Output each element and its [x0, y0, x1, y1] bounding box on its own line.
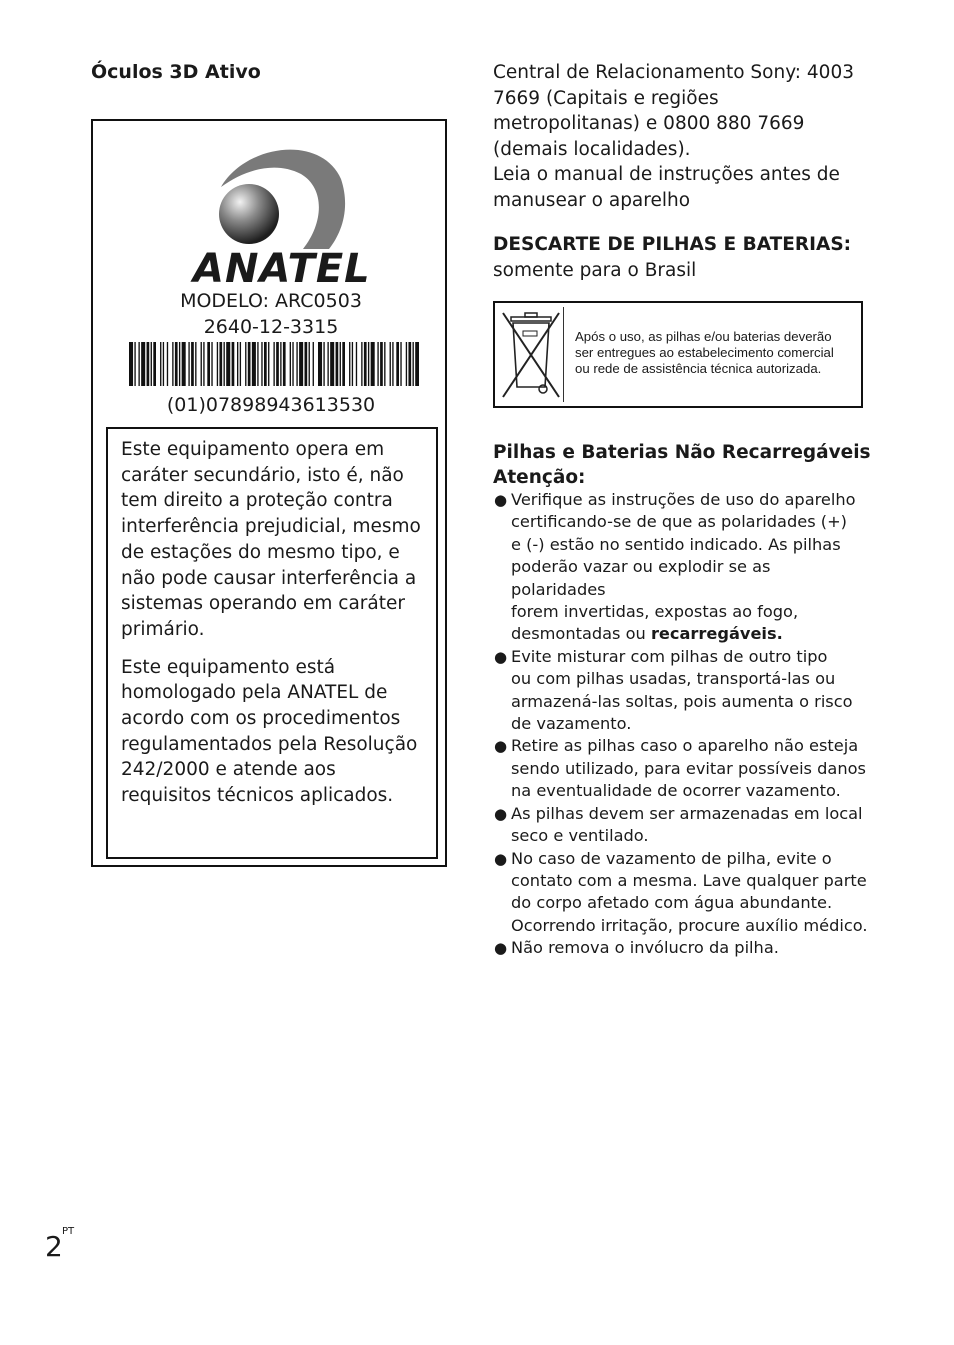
- list-item-line: No caso de vazamento de pilha, evite o: [511, 848, 832, 868]
- section-title: Óculos 3D Ativo: [91, 61, 261, 83]
- bullet-icon: ●: [494, 804, 508, 823]
- barcode-bar: [147, 342, 150, 386]
- list-item-line: Não remova o invólucro da pilha.: [511, 938, 779, 958]
- barcode-bar: [232, 342, 235, 386]
- disposal-notice-text: [575, 329, 859, 377]
- barcode-bar: [163, 342, 164, 386]
- barcode-bar: [290, 342, 291, 386]
- list-item-line: Evite misturar com pilhas de outro tipo: [511, 646, 828, 666]
- disposal-heading: DESCARTE DE PILHAS E BATERIAS:: [493, 234, 852, 255]
- barcode-bar: [153, 342, 156, 386]
- language-code: PT: [62, 1226, 75, 1237]
- disposal-notice-line: ou rede de assistência técnica autorizada.: [575, 361, 822, 376]
- notice-box: [106, 427, 438, 859]
- barcode-bar: [318, 342, 322, 386]
- anatel-wordmark: ANATEL: [193, 246, 371, 292]
- barcode-bar: [305, 342, 308, 386]
- barcode-bar: [368, 342, 369, 386]
- list-item-line: seco e ventilado.: [511, 826, 649, 846]
- list-item-line: certificando-se de que as polaridades (+): [511, 512, 847, 532]
- list-item-line: armazená-las soltas, pois aumenta o risco: [511, 691, 853, 711]
- list-item-line: e (-) estão no sentido indicado. As pilhas: [511, 534, 841, 554]
- contact-line: (demais localidades).: [493, 138, 691, 160]
- anatel-label: [91, 119, 447, 867]
- attention-heading: Atenção:: [493, 467, 586, 488]
- barcode-bar: [138, 342, 139, 386]
- barcode-bar: [340, 342, 341, 386]
- barcode-bar: [237, 342, 238, 386]
- bullet-icon: ●: [494, 939, 508, 958]
- barcode-bar: [211, 342, 212, 386]
- barcode-bar: [217, 342, 218, 386]
- barcode-bar: [327, 342, 328, 386]
- list-item-line: do corpo afetado com água abundante.: [511, 893, 833, 913]
- list-item-line: [511, 623, 868, 645]
- bullet-icon: ●: [494, 647, 508, 666]
- contact-line: metropolitanas) e 0800 880 7669: [493, 113, 805, 134]
- barcode-bar: [400, 342, 401, 386]
- barcode-bar: [257, 342, 258, 386]
- barcode-bar: [283, 342, 286, 386]
- barcode-bar: [413, 342, 414, 386]
- barcode-bar: [182, 342, 186, 386]
- contact-line: 7669 (Capitais e regiões: [493, 87, 719, 109]
- list-item-text: desmontadas ou: [511, 624, 651, 644]
- barcode-bar: [390, 342, 391, 386]
- barcode-bar: [134, 342, 135, 386]
- barcode-bar: [160, 342, 161, 386]
- barcode-bar: [352, 342, 353, 386]
- disposal-notice-line: ser entregues ao estabelecimento comercial: [575, 345, 834, 360]
- barcode-bar: [280, 342, 281, 386]
- list-item-line: Verifique as instruções de uso do aparelho: [511, 490, 856, 509]
- anatel-logo-icon: [191, 139, 351, 251]
- list-item-line: ou com pilhas usadas, transportá-las ou: [511, 669, 836, 689]
- list-item-line: As pilhas devem ser armazenadas em local: [511, 803, 863, 823]
- certification-number: 2640-12-3315: [203, 316, 339, 338]
- contact-line: Leia o manual de instruções antes de: [493, 164, 840, 185]
- model-number: MODELO: ARC0503: [180, 290, 362, 312]
- barcode-bar: [342, 342, 345, 386]
- barcode-bar: [141, 342, 145, 386]
- barcode-bar: [273, 342, 274, 386]
- barcode-bar: [151, 342, 152, 386]
- list-item-line: Retire as pilhas caso o aparelho não esteja: [511, 736, 859, 756]
- list-item: [493, 803, 868, 848]
- barcode-bar: [226, 342, 230, 386]
- barcode-bar: [364, 342, 367, 386]
- barcode-bar: [356, 342, 357, 386]
- barcode-bar: [195, 342, 196, 386]
- barcode-bar: [268, 342, 269, 386]
- barcode-bar: [264, 342, 267, 386]
- barcode-bar: [219, 342, 222, 386]
- barcode-bar: [129, 342, 133, 386]
- barcode-bar: [408, 342, 411, 386]
- list-item-line: Ocorrendo irritação, procure auxílio médico.: [511, 915, 868, 935]
- barcode-bar: [296, 342, 297, 386]
- bullet-icon: ●: [494, 737, 508, 756]
- list-item: [493, 937, 868, 959]
- bullet-icon: ●: [494, 849, 508, 868]
- barcode-bar: [309, 342, 310, 386]
- barcode-bar: [330, 342, 334, 386]
- barcode-icon: [129, 342, 419, 386]
- barcode-bar: [396, 342, 399, 386]
- barcode-bar: [384, 342, 385, 386]
- barcode-bar: [406, 342, 407, 386]
- crossed-bin-icon: [499, 307, 564, 402]
- barcode-bar: [323, 342, 324, 386]
- list-item-line: de vazamento.: [511, 714, 632, 734]
- barcode-bar: [380, 342, 383, 386]
- barcode-bar: [336, 342, 339, 386]
- batteries-heading: Pilhas e Baterias Não Recarregáveis: [493, 442, 871, 463]
- barcode-bar: [201, 342, 202, 386]
- barcode-bar: [313, 342, 314, 386]
- barcode-bar: [349, 342, 350, 386]
- notice-paragraph: Este equipamento opera em caráter secundário, isto é, não tem direito a proteção contra interferência prejudicial, mesmo de estações do mesmo tipo, e não pode causar interferência a sistemas operando em caráter primário.: [121, 439, 421, 640]
- barcode-bar: [245, 342, 246, 386]
- disposal-notice-box: [493, 301, 863, 408]
- emphasis-text: recarregáveis.: [650, 624, 783, 644]
- barcode-bar: [292, 342, 293, 386]
- barcode-bar: [172, 342, 173, 386]
- barcode-bar: [276, 342, 279, 386]
- barcode-number: (01)07898943613530: [166, 394, 376, 416]
- barcode-bar: [203, 342, 204, 386]
- barcode-bar: [240, 342, 241, 386]
- list-item-line: sendo utilizado, para evitar possíveis danos: [511, 758, 866, 778]
- barcode-bar: [175, 342, 178, 386]
- list-item-line: contato com a mesma. Lave qualquer parte: [511, 870, 867, 890]
- list-item-line: forem invertidas, expostas ao fogo,: [511, 602, 799, 622]
- barcode-bar: [371, 342, 375, 386]
- notice-paragraph: Este equipamento está homologado pela ANATEL de acordo com os procedimentos regulamentados pela Resolução 242/2000 e atende aos requisitos técnicos aplicados.: [121, 656, 418, 807]
- list-item: [493, 735, 868, 802]
- disposal-subheading: somente para o Brasil: [493, 260, 697, 281]
- page-number: 2: [45, 1230, 63, 1263]
- barcode-bar: [299, 342, 303, 386]
- list-item-line: na eventualidade de ocorrer vazamento.: [511, 781, 841, 801]
- disposal-notice-line: Após o uso, as pilhas e/ou baterias deverão: [575, 329, 832, 344]
- barcode-bar: [252, 342, 256, 386]
- bullet-icon: ●: [494, 491, 508, 509]
- barcode-bar: [377, 342, 378, 386]
- barcode-bar: [392, 342, 393, 386]
- contact-line: manusear o aparelho: [493, 189, 691, 211]
- barcode-bar: [248, 342, 251, 386]
- barcode-bar: [415, 342, 419, 386]
- barcode-bar: [361, 342, 362, 386]
- barcode-bar: [188, 342, 189, 386]
- list-item: [493, 848, 868, 938]
- list-item-line: poderão vazar ou explodir se as polaridades: [511, 557, 771, 599]
- barcode-bar: [207, 342, 210, 386]
- barcode-bar: [167, 342, 168, 386]
- contact-info: [493, 60, 873, 213]
- barcode-bar: [224, 342, 225, 386]
- contact-line: Central de Relacionamento Sony: 4003: [493, 62, 854, 83]
- list-item: [493, 646, 868, 736]
- battery-warnings-list: [493, 489, 868, 960]
- barcode-bar: [261, 342, 262, 386]
- barcode-bar: [179, 342, 180, 386]
- list-item: [493, 489, 868, 646]
- barcode-bar: [191, 342, 194, 386]
